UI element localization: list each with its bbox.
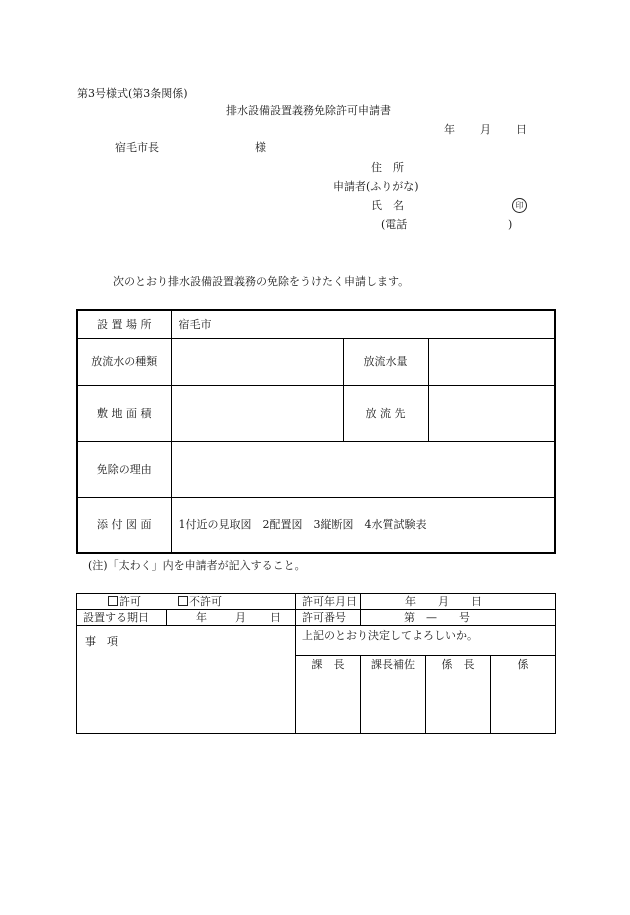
intro-text: 次のとおり排水設備設置義務の免除をうけたく申請します。 bbox=[113, 275, 410, 288]
not-permit-option[interactable] bbox=[178, 596, 222, 607]
document-title: 排水設備設置義務免除許可申請書 bbox=[226, 104, 391, 117]
stamp-box-section-chief[interactable] bbox=[296, 673, 361, 734]
stamp-box-assistant-chief[interactable] bbox=[361, 673, 426, 734]
permit-number-label: 許可番号 bbox=[296, 610, 361, 626]
permit-label: 許可 bbox=[119, 595, 141, 608]
date-day: 日 bbox=[516, 123, 527, 136]
table-row bbox=[77, 441, 555, 497]
permit-option[interactable] bbox=[108, 596, 141, 607]
phone-open: (電話 bbox=[381, 218, 408, 231]
approver-section-chief: 課 長 bbox=[296, 656, 361, 673]
name-label: 氏 名 bbox=[371, 199, 404, 212]
location-label: 設 置 場 所 bbox=[77, 310, 171, 338]
phone-close: ) bbox=[508, 218, 513, 231]
approver-subsection-chief: 係 長 bbox=[426, 656, 491, 673]
address-label: 住 所 bbox=[371, 161, 404, 174]
matters-cell[interactable] bbox=[77, 626, 296, 734]
form-number: 第3号様式(第3条関係) bbox=[77, 87, 188, 100]
table-row bbox=[77, 610, 556, 626]
table-row bbox=[77, 594, 556, 610]
date-year: 年 bbox=[444, 123, 455, 136]
checkbox-icon[interactable] bbox=[108, 596, 118, 606]
deadline-month: 月 bbox=[235, 611, 246, 624]
location-field[interactable]: 宿毛市 bbox=[171, 310, 555, 338]
discharge-amount-field[interactable] bbox=[428, 338, 555, 385]
table-row bbox=[77, 626, 556, 656]
deadline-year: 年 bbox=[196, 611, 207, 624]
attachments-field[interactable]: 1付近の見取図 2配置図 3縦断図 4水質試験表 bbox=[171, 497, 555, 553]
destination-label: 放 流 先 bbox=[343, 385, 428, 441]
stamp-box-staff[interactable] bbox=[491, 673, 556, 734]
reason-label: 免除の理由 bbox=[77, 441, 171, 497]
destination-field[interactable] bbox=[428, 385, 555, 441]
table-row bbox=[77, 310, 555, 338]
approver-staff: 係 bbox=[491, 656, 556, 673]
permit-number-value[interactable]: 第 — 号 bbox=[361, 610, 556, 626]
date-month: 月 bbox=[480, 123, 491, 136]
addressee-honorific: 様 bbox=[255, 141, 266, 154]
note: (注)「太わく」内を申請者が記入すること。 bbox=[88, 559, 306, 572]
matters-label: 事 項 bbox=[85, 635, 118, 648]
not-permit-label: 不許可 bbox=[189, 595, 222, 608]
site-area-field[interactable] bbox=[171, 385, 343, 441]
reason-field[interactable] bbox=[171, 441, 555, 497]
table-row bbox=[77, 497, 555, 553]
application-form-table bbox=[76, 309, 556, 554]
install-deadline-label: 設置する期日 bbox=[77, 610, 167, 626]
permit-choice-cell bbox=[77, 594, 296, 610]
checkbox-icon[interactable] bbox=[178, 596, 188, 606]
discharge-type-field[interactable] bbox=[171, 338, 343, 385]
table-row bbox=[77, 338, 555, 385]
permit-date-label: 許可年月日 bbox=[296, 594, 361, 610]
discharge-amount-label: 放流水量 bbox=[343, 338, 428, 385]
site-area-label: 敷 地 面 積 bbox=[77, 385, 171, 441]
discharge-type-label: 放流水の種類 bbox=[77, 338, 171, 385]
office-use-table bbox=[76, 593, 556, 734]
permit-date-value[interactable]: 年 月 日 bbox=[361, 594, 556, 610]
addressee-name: 宿毛市長 bbox=[115, 141, 159, 154]
seal-icon: 印 bbox=[512, 198, 527, 213]
install-deadline-value[interactable] bbox=[167, 610, 296, 626]
decision-text: 上記のとおり決定してよろしいか。 bbox=[296, 626, 556, 656]
seal-mark bbox=[512, 198, 527, 213]
deadline-day: 日 bbox=[270, 611, 281, 624]
attachments-label: 添 付 図 面 bbox=[77, 497, 171, 553]
table-row bbox=[77, 385, 555, 441]
approver-assistant-chief: 課長補佐 bbox=[361, 656, 426, 673]
stamp-box-subsection-chief[interactable] bbox=[426, 673, 491, 734]
applicant-label: 申請者(ふりがな) bbox=[333, 180, 419, 193]
